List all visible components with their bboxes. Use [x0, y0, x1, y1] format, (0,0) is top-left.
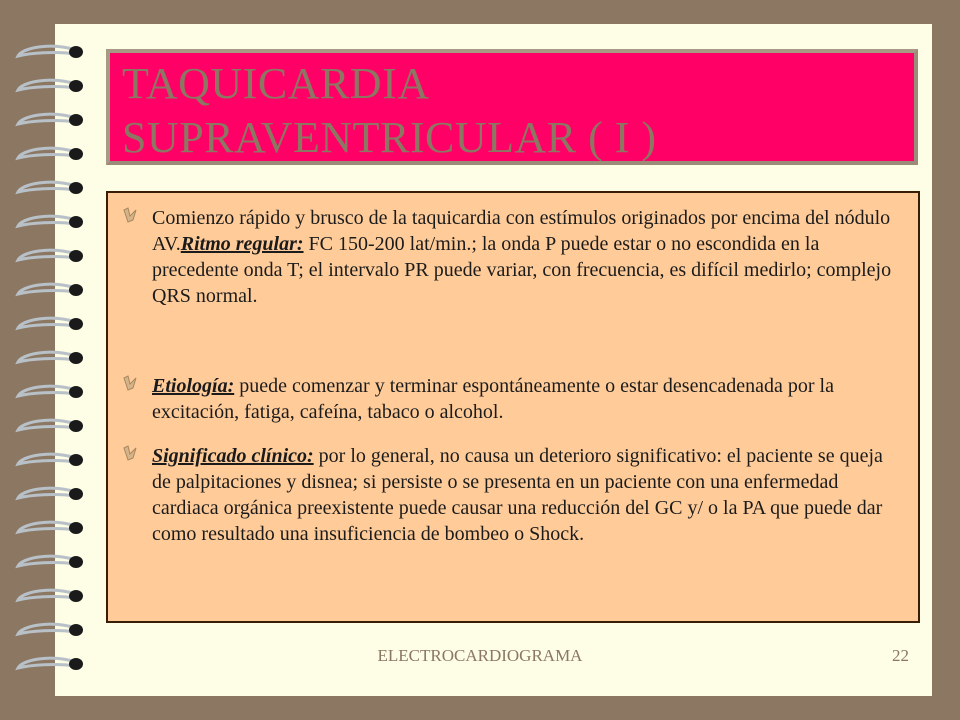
term-ritmo-regular: Ritmo regular: [180, 233, 304, 255]
spiral-binding-ring-icon [18, 386, 83, 398]
bullet-item-etiologia [122, 373, 900, 425]
slide-title: TAQUICARDIA SUPRAVENTRICULAR ( I ) [122, 59, 657, 162]
spiral-binding-ring-icon [18, 454, 83, 466]
page-number: 22 [892, 646, 909, 665]
spiral-binding-ring-icon [18, 352, 83, 364]
spiral-binding-ring-icon [18, 46, 83, 58]
spiral-binding-ring-icon [18, 250, 83, 262]
title-box [106, 49, 918, 165]
checkmark-bullet-icon [122, 374, 138, 392]
spiral-binding-ring-icon [18, 590, 83, 602]
spiral-binding-ring-icon [18, 420, 83, 432]
bullet-item-significado [122, 443, 900, 547]
bullet-text-before: Comienzo rápido y brusco de la taquicardia con estímulos originados por encima del nódulo AV. [152, 207, 891, 255]
spiral-binding-ring-icon [18, 182, 83, 194]
term-etiologia: Etiología: [152, 375, 235, 397]
checkmark-bullet-icon [122, 206, 138, 224]
bullet-text-after: por lo general, no causa un deterioro significativo: el paciente se queja de palpitaciones y disnea; si persiste o se presenta en un paciente con una enfermedad cardiaca orgánica preexistente puede causar una reducción del GC y/ o la PA que puede dar como resultado una insuficiencia de bombeo o Shock. [152, 445, 883, 545]
footer-title: ELECTROCARDIOGRAMA [377, 646, 583, 665]
spiral-binding-ring-icon [18, 114, 83, 126]
spiral-binding-ring-icon [18, 522, 83, 534]
spiral-binding-ring-icon [18, 148, 83, 160]
spiral-binding [0, 0, 120, 720]
bullet-text-after: FC 150-200 lat/min.; la onda P puede estar o no escondida en la precedente onda T; el intervalo PR puede variar, con frecuencia, es difícil medirlo; complejo QRS normal. [152, 233, 892, 307]
bullet-text-after: puede comenzar y terminar espontáneamente o estar desencadenada por la excitación, fatiga, cafeína, tabaco o alcohol. [152, 375, 834, 423]
bullet-item-ritmo [122, 205, 900, 309]
spiral-binding-ring-icon [18, 216, 83, 228]
spiral-binding-ring-icon [18, 624, 83, 636]
content-box [106, 191, 920, 623]
spiral-binding-ring-icon [18, 284, 83, 296]
spiral-binding-ring-icon [18, 318, 83, 330]
checkmark-bullet-icon [122, 444, 138, 462]
spiral-binding-ring-icon [18, 80, 83, 92]
spiral-binding-ring-icon [18, 488, 83, 500]
spiral-binding-ring-icon [18, 556, 83, 568]
term-significado-clinico: Significado clínico: [152, 445, 314, 467]
